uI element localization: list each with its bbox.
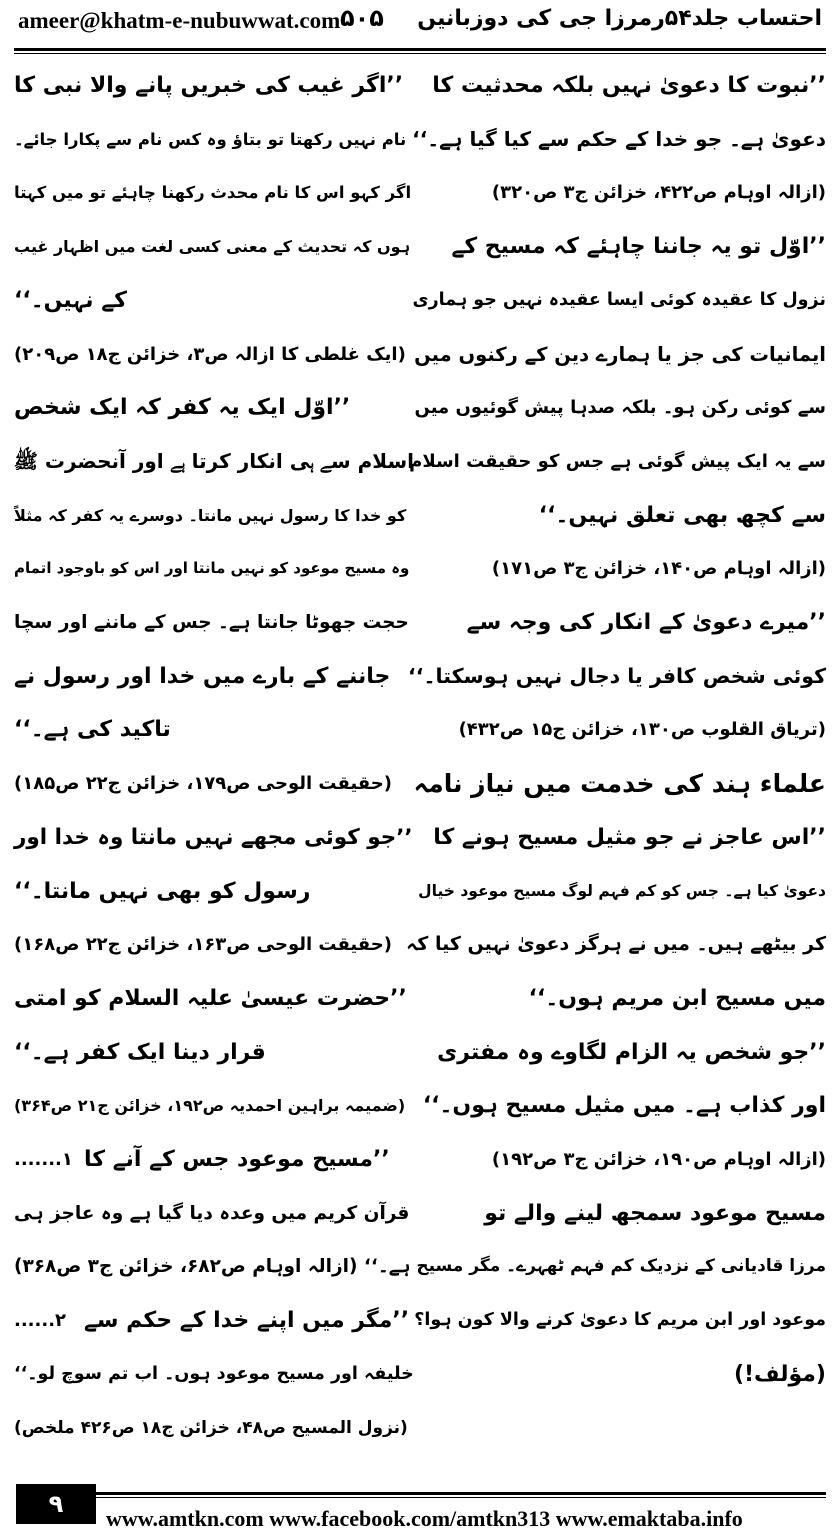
- text-right-segment: مرزا قادیانی کے نزدیک کم فہم ٹھہرے۔ مگر مسیح: [416, 1256, 826, 1277]
- text-line: [14, 442, 826, 481]
- text-left-segment: ’’حضرت عیسیٰ علیہ السلام کو امتی: [14, 985, 407, 1011]
- text-right-segment: (تریاق القلوب ص۱۳۰، خزائن ج۱۵ ص۴۳۲): [458, 719, 826, 741]
- text-line: [14, 603, 826, 642]
- text-line: [14, 281, 826, 320]
- text-right-segment: کوئی شخص کافر یا دجال نہیں ہوسکتا۔‘‘: [407, 663, 826, 688]
- text-right-segment: ’’اوّل تو یہ جاننا چاہئے کہ مسیح کے: [451, 234, 826, 260]
- text-left-segment: ’’اوّل ایک یہ کفر کہ ایک شخص: [14, 395, 351, 421]
- text-right-segment: دعویٰ ہے۔ جو خدا کے حکم سے کیا گیا ہے۔‘‘: [412, 126, 826, 151]
- text-line: [14, 1086, 826, 1125]
- numbered-marker: ۱.......: [14, 1149, 73, 1170]
- text-right-segment: (ازالہ اوہام ص۱۹۰، خزائن ج۳ ص۱۹۲): [491, 1149, 826, 1170]
- text-left-segment: خلیفہ اور مسیح موعود ہوں۔ اب تم سوچ لو۔‘‘: [14, 1363, 414, 1384]
- text-line: [14, 872, 826, 911]
- text-right-segment: موعود اور ابن مریم کا دعویٰ کرنے والا کون ہوا؟: [414, 1310, 826, 1331]
- text-right-segment: ایمانیات کی جز یا ہمارے دین کے رکنوں میں: [414, 342, 826, 366]
- text-line: [14, 227, 826, 266]
- text-line: [14, 1301, 826, 1340]
- text-right-segment: سے کچھ بھی تعلق نہیں۔‘‘: [538, 502, 826, 528]
- text-left-segment: رسول کو بھی نہیں مانتا۔‘‘: [14, 878, 311, 904]
- text-left-segment: جاننے کے بارے میں خدا اور رسول نے: [14, 663, 391, 689]
- header-rule-thin: [14, 53, 826, 54]
- text-right-segment: نزول کا عقیدہ کوئی ایسا عقیدہ نہیں جو ہماری: [412, 289, 826, 310]
- text-line: [14, 925, 826, 964]
- text-line: [14, 388, 826, 427]
- text-left-segment: اگر کہو اس کا نام محدث رکھنا چاہئے تو میں کہتا: [14, 183, 412, 203]
- text-left-segment: ہے۔‘‘ (ازالہ اوہام ص۶۸۲، خزائن ج۳ ص۳۶۸): [14, 1256, 411, 1278]
- text-line: [14, 549, 826, 588]
- text-right-segment: اور کذاب ہے۔ میں مثیل مسیح ہوں۔‘‘: [422, 1093, 826, 1119]
- text-left-segment: ’’اگر غیب کی خبریں پانے والا نبی کا: [14, 73, 404, 98]
- footer-rule: [96, 1492, 826, 1495]
- text-left-segment: ’’مسیح موعود جس کے آنے کا: [84, 1147, 390, 1172]
- text-right-segment: ’’میرے دعویٰ کے انکار کی وجہ سے: [466, 610, 826, 635]
- text-left-segment: قرآن کریم میں وعدہ دیا گیا ہے وہ عاجز ہی: [14, 1202, 410, 1224]
- text-line: [14, 764, 826, 803]
- text-line: [14, 818, 826, 857]
- text-left-segment: اسلام سے ہی انکار کرتا ہے اور آنحضرت ﷺ: [13, 448, 414, 473]
- text-right-segment: (ازالہ اوہام ص۴۲۲، خزائن ج۳ ص۳۲۰): [491, 182, 826, 204]
- page-header: [0, 0, 840, 62]
- text-right-segment: سے یہ ایک پیش گوئی ہے جس کو حقیقت اسلام: [409, 450, 826, 472]
- text-line: [14, 1033, 826, 1072]
- text-right-segment: دعویٰ کیا ہے۔ جس کو کم فہم لوگ مسیح موعود خیال: [418, 881, 826, 900]
- text-left-segment: (ایک غلطی کا ازالہ ص۳، خزائن ج۱۸ ص۲۰۹): [14, 343, 406, 365]
- text-left-segment: (نزول المسیح ص۴۸، خزائن ج۱۸ ص۴۲۶ ملخص): [14, 1417, 408, 1438]
- text-line: [14, 66, 826, 105]
- header-title: احتساب جلد۵۴رمرزا جی کی دوزبانیں: [417, 6, 822, 31]
- header-rule: [14, 48, 826, 51]
- footer-rule-thin: [96, 1497, 826, 1498]
- numbered-marker: ۲......: [14, 1310, 67, 1332]
- text-line: [14, 1409, 826, 1448]
- text-left-segment: کو خدا کا رسول نہیں مانتا۔ دوسرے یہ کفر کہ مثلاً: [14, 505, 407, 525]
- text-right-segment: (ازالہ اوہام ص۱۴۰، خزائن ج۳ ص۱۷۱): [491, 558, 826, 580]
- text-right-segment: سے کوئی رکن ہو۔ بلکہ صدہا پیش گوئیوں میں: [414, 397, 826, 419]
- text-line: [14, 710, 826, 749]
- text-left-segment: ’’جو کوئی مجھے نہیں مانتا وہ خدا اور: [14, 824, 413, 850]
- footer-links: www.amtkn.com www.facebook.com/amtkn313 www.emaktaba.info: [106, 1506, 743, 1531]
- text-line: [14, 1247, 826, 1286]
- text-line: [14, 979, 826, 1018]
- header-page-number: ۵۰۵: [340, 4, 384, 32]
- text-left-segment: نام نہیں رکھتا تو بتاؤ وہ کس نام سے پکارا جائے۔: [14, 129, 407, 149]
- header-email: ameer@khatm-e-nubuwwat.com: [18, 8, 341, 33]
- text-right-segment: مسیح موعود سمجھ لینے والے تو: [484, 1200, 826, 1226]
- text-right-segment: (مؤلف!): [733, 1361, 826, 1387]
- text-line: [14, 657, 826, 696]
- text-left-segment: ’’مگر میں اپنے خدا کے حکم سے: [84, 1308, 410, 1334]
- text-left-segment: کے نہیں۔‘‘: [14, 287, 127, 313]
- text-line: [14, 1355, 826, 1394]
- text-line: [14, 496, 826, 535]
- text-line: [14, 335, 826, 374]
- text-right-segment: کر بیٹھے ہیں۔ میں نے ہرگز دعویٰ نہیں کیا کہ: [406, 933, 826, 956]
- text-left-segment: تاکید کی ہے۔‘‘: [14, 717, 171, 743]
- text-left-segment: ہوں کہ تحدیث کے معنی کسی لغت میں اظہار غیب: [14, 237, 411, 257]
- text-left-segment: (ضمیمہ براہین احمدیہ ص۱۹۲، خزائن ج۲۱ ص۳۶۴): [14, 1096, 406, 1116]
- text-right-segment: میں مسیح ابن مریم ہوں۔‘‘: [528, 985, 826, 1011]
- text-left-segment: حجت جھوٹا جانتا ہے۔ جس کے ماننے اور سچا: [14, 612, 409, 633]
- text-line: [14, 173, 826, 212]
- text-line: [14, 1194, 826, 1233]
- text-left-segment: قرار دینا ایک کفر ہے۔‘‘: [14, 1039, 266, 1065]
- footer-page-number: ۹: [16, 1484, 96, 1524]
- page-footer: [0, 1484, 840, 1540]
- section-heading: علماء ہند کی خدمت میں نیاز نامہ: [413, 769, 826, 799]
- two-column-text: [14, 66, 826, 1466]
- text-right-segment: ’’اس عاجز نے جو مثیل مسیح ہونے کا: [433, 824, 826, 850]
- text-left-segment: (حقیقت الوحی ص۱۷۹، خزائن ج۲۲ ص۱۸۵): [14, 773, 392, 795]
- text-right-segment: ’’نبوت کا دعویٰ نہیں بلکہ محدثیت کا: [432, 73, 826, 98]
- text-left-segment: وہ مسیح موعود کو نہیں مانتا اور اس کو باوجود اتمام: [14, 559, 410, 578]
- text-line: [14, 1140, 826, 1179]
- text-line: [14, 120, 826, 159]
- text-left-segment: (حقیقت الوحی ص۱۶۳، خزائن ج۲۲ ص۱۶۸): [14, 934, 392, 956]
- text-right-segment: ’’جو شخص یہ الزام لگاوے وہ مفتری: [437, 1039, 826, 1065]
